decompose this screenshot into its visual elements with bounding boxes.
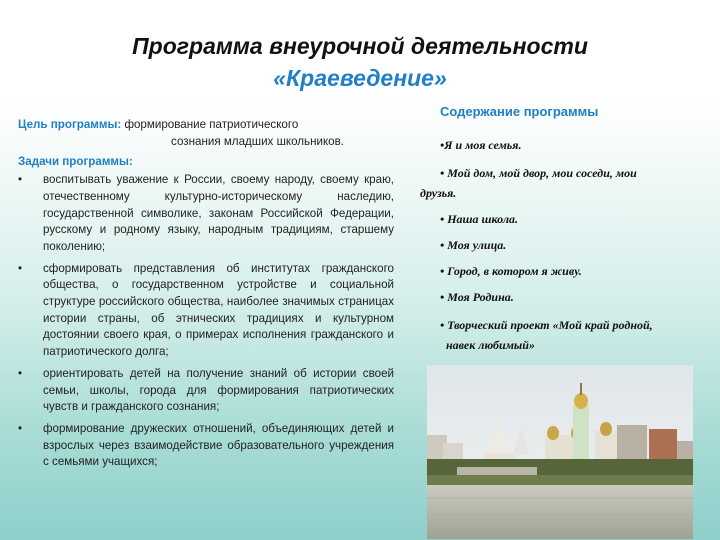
task-item — [18, 261, 394, 361]
program-goal — [18, 117, 394, 150]
content-item-continuation: друзья. — [420, 186, 457, 200]
slide-title — [0, 30, 720, 94]
goal-text-2: сознания младших школьников. — [171, 134, 344, 148]
content-item — [420, 163, 710, 203]
content-list — [420, 137, 710, 355]
city-photo — [427, 365, 693, 539]
task-item — [18, 421, 394, 471]
content-item-text: Творческий проект «Мой край родной, — [447, 318, 653, 332]
tasks-label: Задачи программы: — [18, 155, 133, 169]
content-item-text: Моя Родина. — [447, 290, 514, 304]
program-goals-column — [18, 117, 394, 476]
bullet-icon: • — [440, 264, 445, 278]
content-item-text: Моя улица. — [447, 238, 507, 252]
bullet-icon: • — [18, 261, 23, 275]
tasks-list — [18, 172, 394, 471]
content-item — [420, 211, 710, 228]
content-item-text: Наша школа. — [447, 212, 519, 226]
bullet-icon: • — [18, 173, 23, 187]
bullet-icon: • — [440, 138, 445, 152]
goal-text-1: формирование патриотического — [121, 118, 299, 131]
task-text: ориентировать детей на получение знаний об истории своей семьи, школы, города для формирования патриотических чувств и гражданского сознания; — [43, 366, 394, 414]
bullet-icon: • — [440, 238, 445, 252]
task-item — [18, 172, 394, 256]
city-riverside-cathedral-icon — [427, 365, 693, 539]
content-item — [420, 137, 710, 154]
task-text: воспитывать уважение к России, своему народу, своему краю, отечественному культурно-историческому наследию, государственной символике, законам Российской Федерации, русскому и родному языку, народным традициям, старшему поколению; — [43, 173, 394, 253]
goal-label: Цель программы: — [18, 118, 122, 131]
title-line-1: Программа внеурочной деятельности — [132, 33, 588, 59]
content-item-text: Город, в котором я живу. — [447, 264, 582, 278]
content-item — [420, 289, 710, 306]
program-content-column — [420, 104, 710, 363]
content-item — [420, 237, 710, 254]
task-item — [18, 366, 394, 416]
content-item — [420, 263, 710, 280]
bullet-icon: • — [18, 366, 23, 380]
title-line-2: «Краеведение» — [273, 65, 447, 91]
bullet-icon: • — [440, 166, 445, 180]
bullet-icon: • — [18, 421, 23, 435]
content-item-text: Мой дом, мой двор, мои соседи, мои — [447, 166, 637, 180]
content-item — [420, 315, 710, 355]
bullet-icon: • — [440, 212, 445, 226]
bullet-icon: • — [440, 318, 445, 332]
task-text: сформировать представления об институтах гражданского общества, о государственном устройстве и социальной структуре российского общества, наиболее значимых страницах истории страны, об этнических традициях и культурном достоянии своего края, о примерах исполнения гражданского и патриотического долга; — [43, 261, 394, 359]
content-item-text: Я и моя семья. — [444, 138, 522, 152]
bullet-icon: • — [440, 290, 445, 304]
content-title: Содержание программы — [440, 104, 599, 119]
content-item-continuation: навек любимый» — [446, 338, 535, 352]
task-text: формирование дружеских отношений, объединяющих детей и взрослых через взаимодействие образовательного учреждения с семьями учащихся; — [43, 421, 394, 469]
